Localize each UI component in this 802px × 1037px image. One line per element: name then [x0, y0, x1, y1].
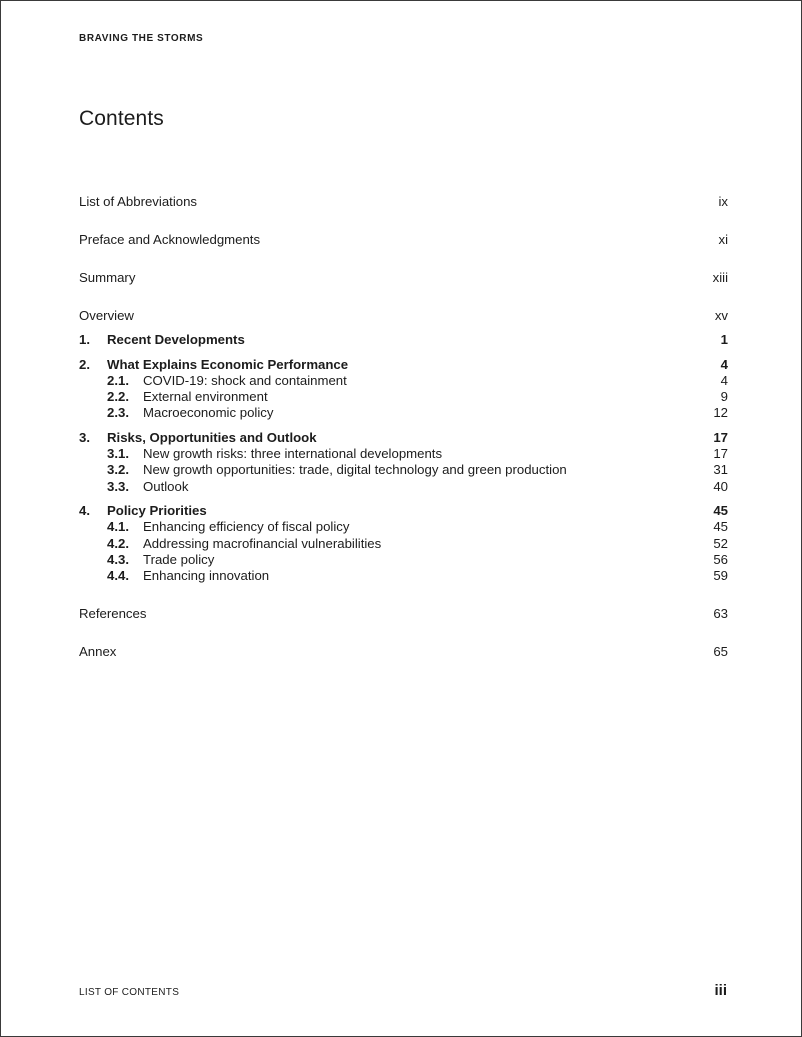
toc-entry-page: 63	[713, 606, 728, 622]
section-number: 4.4.	[107, 568, 129, 584]
toc-entry-page: xv	[714, 307, 728, 323]
section-number: 2.2.	[107, 389, 129, 405]
section-number: 2.3.	[107, 405, 129, 421]
section-page: 4	[720, 372, 728, 388]
toc-entry-references[interactable]	[79, 606, 728, 622]
toc-section-3-1[interactable]	[79, 446, 728, 462]
toc-entry-page: ix	[718, 194, 728, 209]
section-title: COVID-19: shock and containment	[143, 372, 347, 388]
toc-chapter-2[interactable]	[79, 357, 728, 373]
section-title: Enhancing efficiency of fiscal policy	[143, 519, 350, 535]
toc-entry-label: Annex	[79, 644, 117, 660]
toc-chapter-1[interactable]	[79, 332, 728, 348]
chapter-title: Recent Developments	[107, 332, 245, 348]
chapter-title: Risks, Opportunities and Outlook	[107, 429, 317, 445]
section-number: 4.2.	[107, 535, 129, 551]
section-number: 3.1.	[107, 446, 129, 462]
page-number: iii	[714, 982, 727, 999]
toc-entry-page: 65	[713, 644, 728, 660]
running-footer: LIST OF CONTENTS	[79, 987, 180, 998]
toc-entry-abbreviations[interactable]	[79, 194, 728, 210]
chapter-title: What Explains Economic Performance	[107, 356, 349, 372]
chapter-page: 1	[720, 332, 728, 348]
table-of-contents	[79, 194, 728, 660]
toc-section-4-3[interactable]	[79, 552, 728, 568]
chapter-page: 17	[713, 429, 728, 445]
chapter-title: Policy Priorities	[107, 502, 207, 518]
section-title: Addressing macrofinancial vulnerabilities	[143, 535, 382, 551]
section-page: 52	[713, 535, 728, 551]
chapter-number: 4.	[79, 502, 90, 518]
section-page: 40	[713, 478, 728, 494]
section-title: Macroeconomic policy	[143, 405, 274, 421]
section-page: 31	[713, 462, 728, 478]
section-number: 3.2.	[107, 462, 129, 478]
toc-section-2-2[interactable]	[79, 389, 728, 405]
section-page: 59	[713, 568, 728, 584]
toc-entry-page: xi	[718, 231, 728, 247]
toc-entry-overview[interactable]	[79, 308, 728, 324]
running-header: BRAVING THE STORMS	[79, 33, 204, 44]
toc-section-4-1[interactable]	[79, 519, 728, 535]
section-title: New growth opportunities: trade, digital technology and green production	[143, 462, 567, 478]
toc-section-4-4[interactable]	[79, 568, 728, 584]
toc-section-2-3[interactable]	[79, 405, 728, 421]
section-page: 9	[720, 389, 728, 405]
section-number: 4.3.	[107, 551, 129, 567]
section-page: 12	[713, 405, 728, 421]
toc-entry-label: Overview	[79, 307, 134, 323]
toc-entry-summary[interactable]	[79, 270, 728, 286]
section-number: 3.3.	[107, 478, 129, 494]
section-page: 17	[713, 446, 728, 462]
toc-section-4-2[interactable]	[79, 536, 728, 552]
section-number: 2.1.	[107, 372, 129, 388]
toc-section-3-2[interactable]	[79, 462, 728, 478]
toc-entry-label: Summary	[79, 269, 136, 285]
toc-entry-page: xiii	[712, 269, 728, 285]
section-title: Trade policy	[143, 551, 215, 567]
chapter-number: 3.	[79, 429, 90, 445]
chapter-number: 2.	[79, 356, 90, 372]
page-title: Contents	[79, 107, 164, 130]
toc-entry-label: Preface and Acknowledgments	[79, 231, 261, 247]
toc-chapter-3[interactable]	[79, 430, 728, 446]
toc-entry-label: References	[79, 606, 147, 622]
toc-section-2-1[interactable]	[79, 373, 728, 389]
section-page: 56	[713, 551, 728, 567]
toc-entry-label: List of Abbreviations	[79, 194, 198, 209]
toc-entry-annex[interactable]	[79, 644, 728, 660]
section-number: 4.1.	[107, 519, 129, 535]
section-title: Outlook	[143, 478, 189, 494]
chapter-number: 1.	[79, 332, 90, 348]
toc-chapter-4[interactable]	[79, 503, 728, 519]
section-page: 45	[713, 519, 728, 535]
chapter-page: 45	[713, 502, 728, 518]
section-title: New growth risks: three international developments	[143, 446, 443, 462]
chapter-page: 4	[720, 356, 728, 372]
section-title: Enhancing innovation	[143, 568, 270, 584]
section-title: External environment	[143, 389, 268, 405]
toc-entry-preface[interactable]	[79, 232, 728, 248]
toc-section-3-3[interactable]	[79, 479, 728, 495]
